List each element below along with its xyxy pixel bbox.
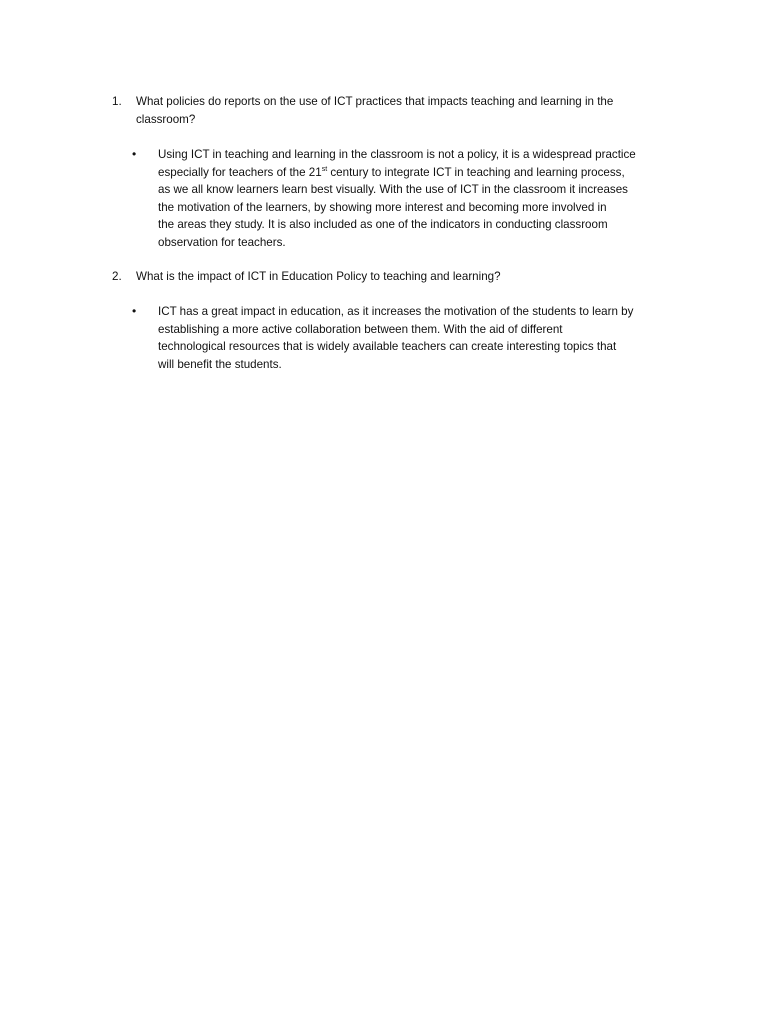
answer-line: the motivation of the learners, by showing more interest and becoming more involved in xyxy=(158,200,607,214)
answer-line-part: especially for teachers of the 21 xyxy=(158,165,322,179)
question-text xyxy=(136,268,666,286)
answer-line: the areas they study. It is also included as one of the indicators in conducting classroom xyxy=(158,218,608,231)
question-line: classroom? xyxy=(136,112,196,126)
answer-line: Using ICT in teaching and learning in the classroom is not a policy, it is a widespread practice xyxy=(158,148,636,161)
answer-line xyxy=(158,164,680,182)
bullet-icon: • xyxy=(132,147,137,161)
ordinal-suffix: st xyxy=(321,165,328,173)
question-text xyxy=(136,93,666,128)
question-line: What policies do reports on the use of ICT practices that impacts teaching and learning in the xyxy=(136,95,614,108)
answer-line: will benefit the students. xyxy=(158,357,282,371)
answer-text xyxy=(158,146,680,251)
question-line: What is the impact of ICT in Education Policy to teaching and learning? xyxy=(136,270,501,283)
answer-text xyxy=(158,303,680,373)
answer-line: ICT has a great impact in education, as it increases the motivation of the students to learn by xyxy=(158,305,634,318)
answer-line: technological resources that is widely available teachers can create interesting topics that xyxy=(158,340,617,353)
answer-line: establishing a more active collaboration between them. With the aid of different xyxy=(158,322,563,336)
bullet-icon: • xyxy=(132,304,137,318)
answer-line: as we all know learners learn best visually. With the use of ICT in the classroom it increases xyxy=(158,183,628,196)
answer-line-part: century to integrate ICT in teaching and learning process, xyxy=(327,165,625,179)
question-number: 1. xyxy=(112,95,122,108)
question-number: 2. xyxy=(112,270,122,283)
answer-line: observation for teachers. xyxy=(158,235,286,249)
